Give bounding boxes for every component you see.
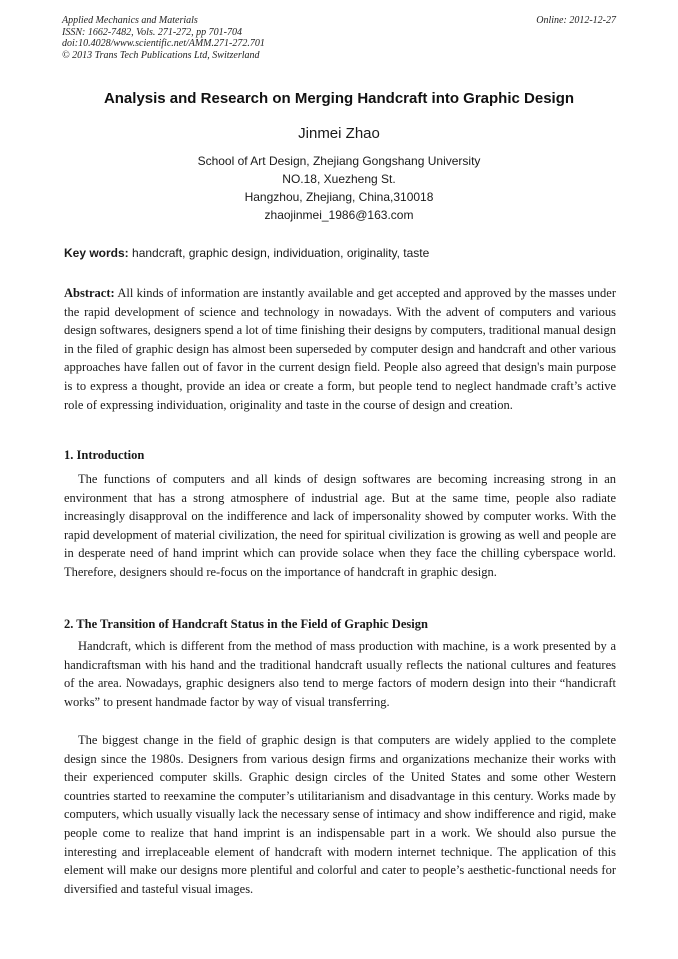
- section-heading-transition: 2. The Transition of Handcraft Status in the Field of Graphic Design: [64, 617, 428, 631]
- author-name: Jinmei Zhao: [298, 125, 380, 142]
- affiliation-institution: School of Art Design, Zhejiang Gongshang University: [197, 154, 481, 168]
- abstract-label: Abstract:: [64, 286, 115, 300]
- author-email: zhaojinmei_1986@163.com: [264, 208, 414, 222]
- section-heading-introduction: 1. Introduction: [64, 448, 145, 462]
- abstract-text: All kinds of information are instantly available and get accepted and approved by the masses under the rapid development of science and technology in nowadays. With the advent of computers and various design softwares, designers spend a lot of time finishing their designs by computers, traditional manual design in the filed of graphic design has almost been superseded by computer design and handcraft and other various approaches have fallen out of favor in the current design field. People also agreed that design's main purpose is to express a thought, provide an idea or create a form, but people tend to neglect handmade craft’s active role of expressing individuation, originality and taste in the course of design and creation.: [64, 286, 616, 412]
- affiliation-block: [0, 152, 678, 224]
- section-paragraph: Handcraft, which is different from the method of mass production with machine, is a work presented by a handicraftsman with his hand and the traditional handcraft usually reflects the national cultures and features of the area. Nowadays, graphic designers also tend to merge factors of modern design into their “handicraft works” to present handmade factor by way of visual transferring.: [64, 639, 616, 709]
- doi-line: doi:10.4028/www.scientific.net/AMM.271-272.701: [62, 38, 265, 49]
- issn-line: ISSN: 1662-7482, Vols. 271-272, pp 701-704: [62, 26, 242, 38]
- copyright-line: © 2013 Trans Tech Publications Ltd, Switzerland: [62, 49, 260, 61]
- keywords-label: Key words:: [64, 246, 129, 260]
- affiliation-city: Hangzhou, Zhejiang, China,310018: [244, 190, 434, 204]
- paper-title: Analysis and Research on Merging Handcraft into Graphic Design: [103, 90, 575, 107]
- section-paragraph: The biggest change in the field of graphic design is that computers are widely applied to the complete design since the 1980s. Designers from various design firms and organizations mechanize their works with their experienced computer skills. Graphic design circles of the United States and some other Western countries started to reexamine the computer’s utilitarianism and disadvantage in this century. Works made by computers, which usually visually lack the necessary sense of intimacy and show indifference and rigid, make people come to realize that hand imprint is an indispensable part in a work. We should also pursue the interesting and irreplaceable element of handcraft with modern internet technique. The application of this element will make our designs more plentiful and colorful and cater to people’s aesthetic-functional needs for diversified and tasteful visual images.: [64, 733, 616, 896]
- keywords-line: [64, 245, 616, 261]
- keywords-text: handcraft, graphic design, individuation, originality, taste: [132, 246, 430, 260]
- publication-header: [62, 15, 616, 61]
- online-date: Online: 2012-12-27: [536, 15, 616, 26]
- affiliation-street: NO.18, Xuezheng St.: [282, 172, 396, 186]
- abstract: [64, 284, 616, 414]
- journal-name: Applied Mechanics and Materials: [62, 15, 198, 26]
- section-paragraph: The functions of computers and all kinds of design softwares are becoming increasing strong in an environment that has a strong atmosphere of industrial age. But at the same time, people also radiate increasingly disapproval on the indifference and lack of impersonality showed by computer works. With the rapid development of material civilization, the need for spiritual civilization is growing as well and people are in desperate need of hand imprint which can provide solace when they face the chilling cyberspace world. Therefore, designers should re-focus on the importance of handcraft in graphic design.: [64, 472, 616, 579]
